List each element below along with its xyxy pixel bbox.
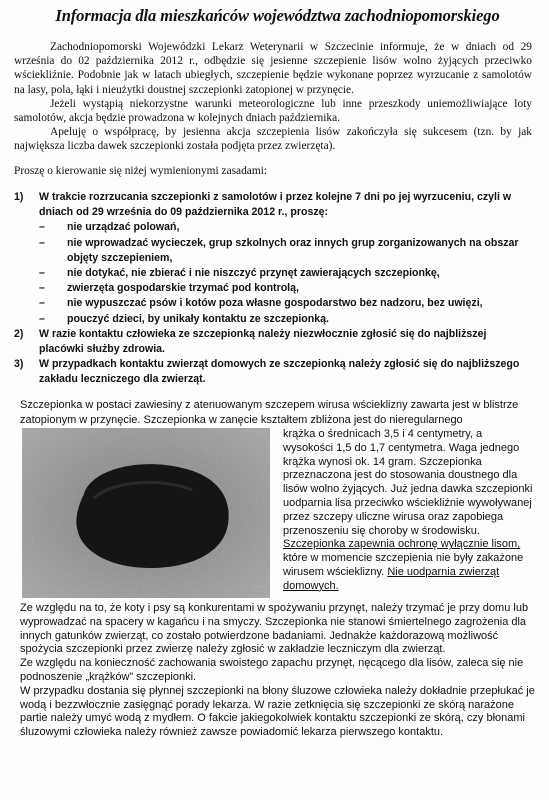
vaccine-bait-photo xyxy=(22,428,270,598)
rules-list xyxy=(14,190,534,388)
info-right-text-2: które w momencie szczepienia nie były zakażone wirusem wścieklizny. xyxy=(283,552,524,578)
intro-paragraph-2: Jeżeli wystąpią niekorzystne warunki meteorologiczne lub inne przeszkody uniemożliwiające loty samolotów, akcja będzie prowadzona w kolejnych dniach października. xyxy=(14,97,532,125)
bullet-item xyxy=(39,236,534,266)
bullet-text: pouczyć dzieci, by unikały kontaktu ze szczepionką. xyxy=(67,312,329,325)
bullet-text: nie wypuszczać psów i kotów poza własne gospodarstwo bez nadzoru, bez uwięzi, xyxy=(67,297,483,310)
rules-lead: Proszę o kierowanie się niżej wymienionymi zasadami: xyxy=(14,165,268,177)
bullet-item xyxy=(39,266,534,281)
info-lead-paragraph: Szczepionka w postaci zawiesiny z atenuowanym szczepem wirusa wścieklizny zawarta jest w blistrze zatopionym w przynęcie. Szczepionka w zanęcie kształtem zbliżona jest do nieregularnego xyxy=(20,399,519,426)
info-bottom-paragraph-1: Ze względu na to, że koty i psy są konkurentami w spożywaniu przynęt, należy trzymać je przy domu lub wyprowadzać na spacery w kagańcu i na smyczy. Szczepionka nie stanowi śmiertelnego zagrożenia dla innych gatunków zwierząt, co zostało potwierdzone badaniami. Jednakże każdorazową możliwość spożycia szczepionki przez zwierzę należy zgłosić w zakładzie leczniczym dla zwierząt. xyxy=(20,602,529,656)
info-bottom-section xyxy=(20,602,536,740)
rule-bullets xyxy=(39,220,534,326)
rule-text: W razie kontaktu człowieka ze szczepionką należy niezwłocznie zgłosić się do najbliższej placówki służby zdrowia. xyxy=(39,327,487,356)
bullet-text: nie urządzać polowań, xyxy=(67,221,180,234)
dash-icon: – xyxy=(39,312,45,325)
bullet-item xyxy=(39,281,534,296)
info-right-column xyxy=(283,428,535,594)
bullet-text: nie wprowadzać wycieczek, grup szkolnych oraz innych grup zorganizowanych na obszar objęty szczepieniem, xyxy=(67,236,519,264)
rule-item xyxy=(14,357,534,387)
rule-text: W trakcie rozrzucania szczepionki z samolotów i przez kolejne 7 dni po jej wyrzuceniu, czyli w dniach od 29 września do 09 października 2012 r., proszę: xyxy=(39,191,512,219)
dash-icon: – xyxy=(39,236,45,249)
dash-icon: – xyxy=(39,282,45,295)
dash-icon: – xyxy=(39,221,45,234)
bullet-item xyxy=(39,312,534,327)
rule-number: 1) xyxy=(14,191,24,203)
intro-section xyxy=(14,40,532,154)
rule-item xyxy=(14,190,534,327)
info-right-underlined-1: Szczepionka zapewnia ochronę wyłącznie lisom, xyxy=(283,538,521,551)
info-bottom-paragraph-3: W przypadku dostania się płynnej szczepionki na błony śluzowe człowieka należy dokładnie przepłukać je wodą i bezzwłocznie zasięgnąć porady lekarza. W razie zetknięcia się szczepionki ze skórą narażone partie należy umyć wodą z mydłem. O fakcie jakiegokolwiek kontaktu szczepionki ze skórą, czy błonami śluzowymi człowieka należy również zawsze powiadomić lekarza pierwszego kontaktu. xyxy=(20,684,535,739)
bullet-item xyxy=(39,296,534,311)
rule-number: 3) xyxy=(14,358,24,371)
bait-photo-graphic xyxy=(22,428,270,598)
bullet-item xyxy=(39,220,534,235)
rule-item xyxy=(14,327,534,357)
bullet-text: nie dotykać, nie zbierać i nie niszczyć przynęt zawierających szczepionkę, xyxy=(67,267,440,280)
rule-text: W przypadkach kontaktu zwierząt domowych ze szczepionką należy zgłosić się do najbliższego zakładu leczniczego dla zwierząt. xyxy=(39,358,520,386)
dash-icon: – xyxy=(39,297,45,310)
rule-number: 2) xyxy=(14,327,24,340)
info-right-text: krążka o średnicach 3,5 i 4 centymetry, a wysokości 1,5 do 1,7 centymetra. Waga jednego krążka wynosi ok. 14 gram. Szczepionka przeznaczona jest do stosowania doustnego dla lisów wolno żyjących. Już jedna dawka szczepionki uodparnia lisa przeciwko wściekliźnie wywoływanej przez szczepy uliczne wirusa oraz zapobiega przenoszeniu się choroby w środowisku. xyxy=(283,428,533,537)
intro-paragraph-1: Zachodniopomorski Wojewódzki Lekarz Weterynarii w Szczecinie informuje, że w dniach od 29 września do 02 października 2012 r., odbędzie się jesienne szczepienie lisów wolno żyjących przeciwko wściekliźnie. Podobnie jak w latach ubiegłych, szczepienie będzie wykonane poprzez wyrzucanie z samolotów na lasy, pola, łąki i nieużytki doustnej szczepionki zatopionej w przynęcie. xyxy=(14,41,532,96)
document-title: Informacja dla mieszkańców województwa zachodniopomorskiego xyxy=(55,6,500,25)
bait-shape xyxy=(76,464,228,568)
dash-icon: – xyxy=(39,267,45,280)
info-right-underlined-2: Nie uodparnia zwierząt domowych. xyxy=(283,565,500,592)
intro-paragraph-3: Apeluję o współpracę, by jesienna akcja szczepienia lisów zakończyła się sukcesem (tzn. by jak największa liczba dawek szczepionki została podjęta przez zwierzęta). xyxy=(14,126,532,153)
bullet-text: zwierzęta gospodarskie trzymać pod kontrolą, xyxy=(67,282,299,295)
info-bottom-paragraph-2: Ze względu na konieczność zachowania swoistego zapachu przynęt, nęcącego dla lisów, zaleca się nie podnoszenie „krążków” szczepionki. xyxy=(20,657,524,683)
